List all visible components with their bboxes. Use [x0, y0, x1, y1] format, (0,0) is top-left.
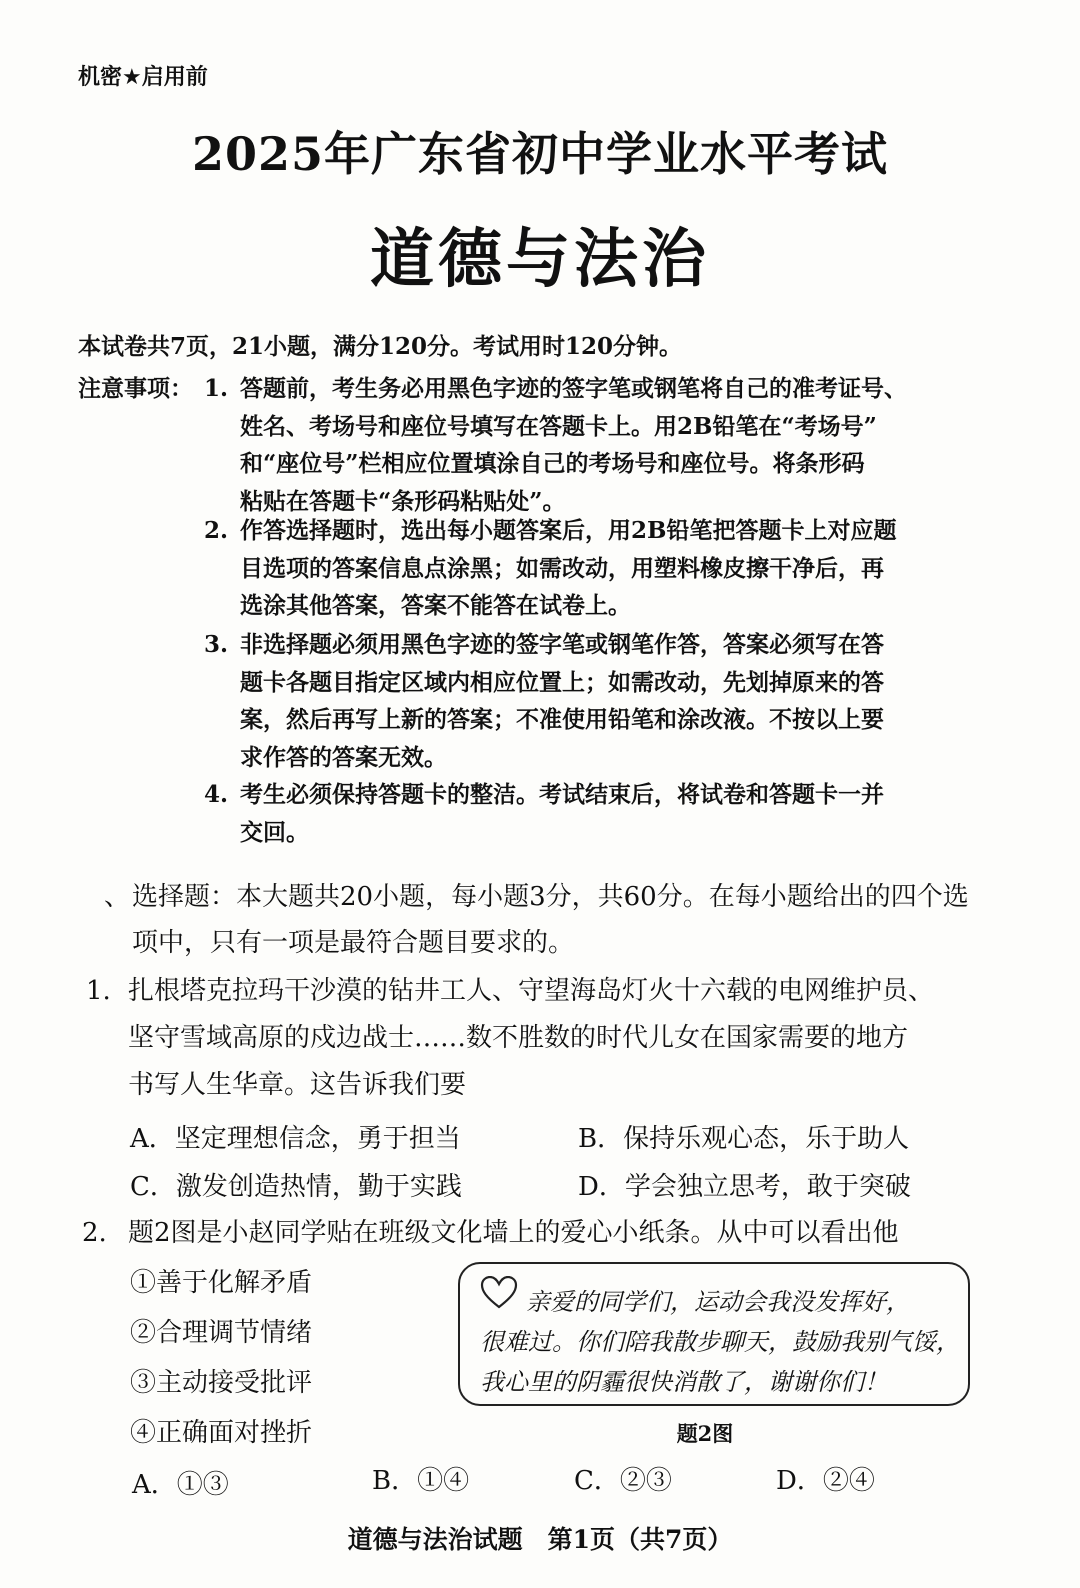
note-number: 1. [204, 375, 229, 402]
question-1-option-b: B．保持乐观心态，乐于助人 [578, 1124, 910, 1154]
question-1-stem-line: 坚守雪域高原的戍边战士……数不胜数的时代儿女在国家需要的地方 [128, 1023, 909, 1053]
note-line: 题卡各题目指定区域内相应位置上；如需改动，先划掉原来的答 [240, 668, 884, 696]
question-1-stem-line: 扎根塔克拉玛干沙漠的钻井工人、守望海岛灯火十六载的电网维护员、 [128, 976, 935, 1006]
section-prefix: 、 [104, 882, 131, 912]
note-3 [204, 626, 884, 776]
note-2 [204, 512, 897, 625]
note-line: 选涂其他答案，答案不能答在试卷上。 [240, 592, 631, 619]
note-line: 答题前，考生务必用黑色字迹的签字笔或钢笔将自己的准考证号、 [240, 375, 907, 402]
question-1-number: 1. [86, 976, 111, 1006]
question-1-stem-line: 书写人生华章。这告诉我们要 [128, 1070, 467, 1100]
note-line: 非选择题必须用黑色字迹的签字笔或钢笔作答，答案必须写在答 [240, 631, 884, 658]
question-2-item: ③主动接受批评 [130, 1368, 313, 1398]
note-line: 考生必须保持答题卡的整洁。考试结束后，将试卷和答题卡一并 [240, 781, 884, 808]
note-line: 粘贴在答题卡“条形码粘贴处”。 [240, 487, 566, 515]
note-number: 4. [204, 781, 229, 808]
exam-title: 2025年广东省初中学业水平考试 [191, 127, 889, 181]
note-line: 求作答的答案无效。 [240, 743, 447, 771]
love-note-card [458, 1262, 970, 1406]
note-line: 交回。 [240, 818, 309, 846]
section-heading-line: 项中，只有一项是最符合题目要求的。 [132, 928, 575, 958]
love-note-line: 亲爱的同学们，运动会我没发挥好， [526, 1288, 910, 1316]
love-note-line: 我心里的阴霾很快消散了，谢谢你们！ [480, 1368, 888, 1396]
note-line: 作答选择题时，选出每小题答案后，用2B铅笔把答题卡上对应题 [240, 517, 897, 544]
note-line: 和“座位号”栏相应位置填涂自己的考场号和座位号。将条形码 [240, 450, 865, 477]
question-1-option-d: D．学会独立思考，敢于突破 [578, 1172, 911, 1202]
question-2-item: ①善于化解矛盾 [130, 1268, 313, 1298]
question-2-option-c: C．②③ [574, 1466, 672, 1496]
question-2-option-d: D．②④ [776, 1466, 875, 1496]
love-note-text [480, 1282, 960, 1402]
question-2-item: ④正确面对挫折 [130, 1418, 313, 1448]
note-line: 目选项的答案信息点涂黑；如需改动，用塑料橡皮擦干净后，再 [240, 554, 884, 582]
note-1 [204, 370, 907, 520]
note-4 [204, 776, 884, 851]
note-line: 案，然后再写上新的答案；不准使用铅笔和涂改液。不按以上要 [240, 706, 884, 733]
question-2-option-b: B．①④ [372, 1466, 470, 1496]
question-2-number: 2. [82, 1218, 107, 1248]
notes-label: 注意事项： [78, 375, 193, 402]
question-2-stem: 题2图是小赵同学贴在班级文化墙上的爱心小纸条。从中可以看出他 [128, 1218, 899, 1248]
love-note-line: 很难过。你们陪我散步聊天，鼓励我别气馁， [480, 1328, 960, 1356]
section-heading-line: 选择题：本大题共20小题，每小题3分，共60分。在每小题给出的四个选 [132, 882, 969, 912]
question-2-item: ②合理调节情绪 [130, 1318, 313, 1348]
confidential-mark: 机密★启用前 [78, 65, 208, 90]
subject-title: 道德与法治 [370, 223, 710, 297]
note-line: 姓名、考场号和座位号填写在答题卡上。用2B铅笔在“考场号” [240, 412, 877, 440]
exam-summary: 本试卷共7页，21小题，满分120分。考试用时120分钟。 [78, 333, 683, 360]
question-2-option-a: A．①③ [132, 1470, 229, 1500]
question-1-option-a: A．坚定理想信念，勇于担当 [130, 1124, 461, 1154]
page-footer: 道德与法治试题 第1页（共7页） [347, 1525, 733, 1554]
note-number: 2. [204, 517, 229, 544]
question-1-option-c: C．激发创造热情，勤于实践 [130, 1172, 462, 1202]
note-number: 3. [204, 631, 229, 658]
figure-caption: 题2图 [676, 1421, 734, 1446]
